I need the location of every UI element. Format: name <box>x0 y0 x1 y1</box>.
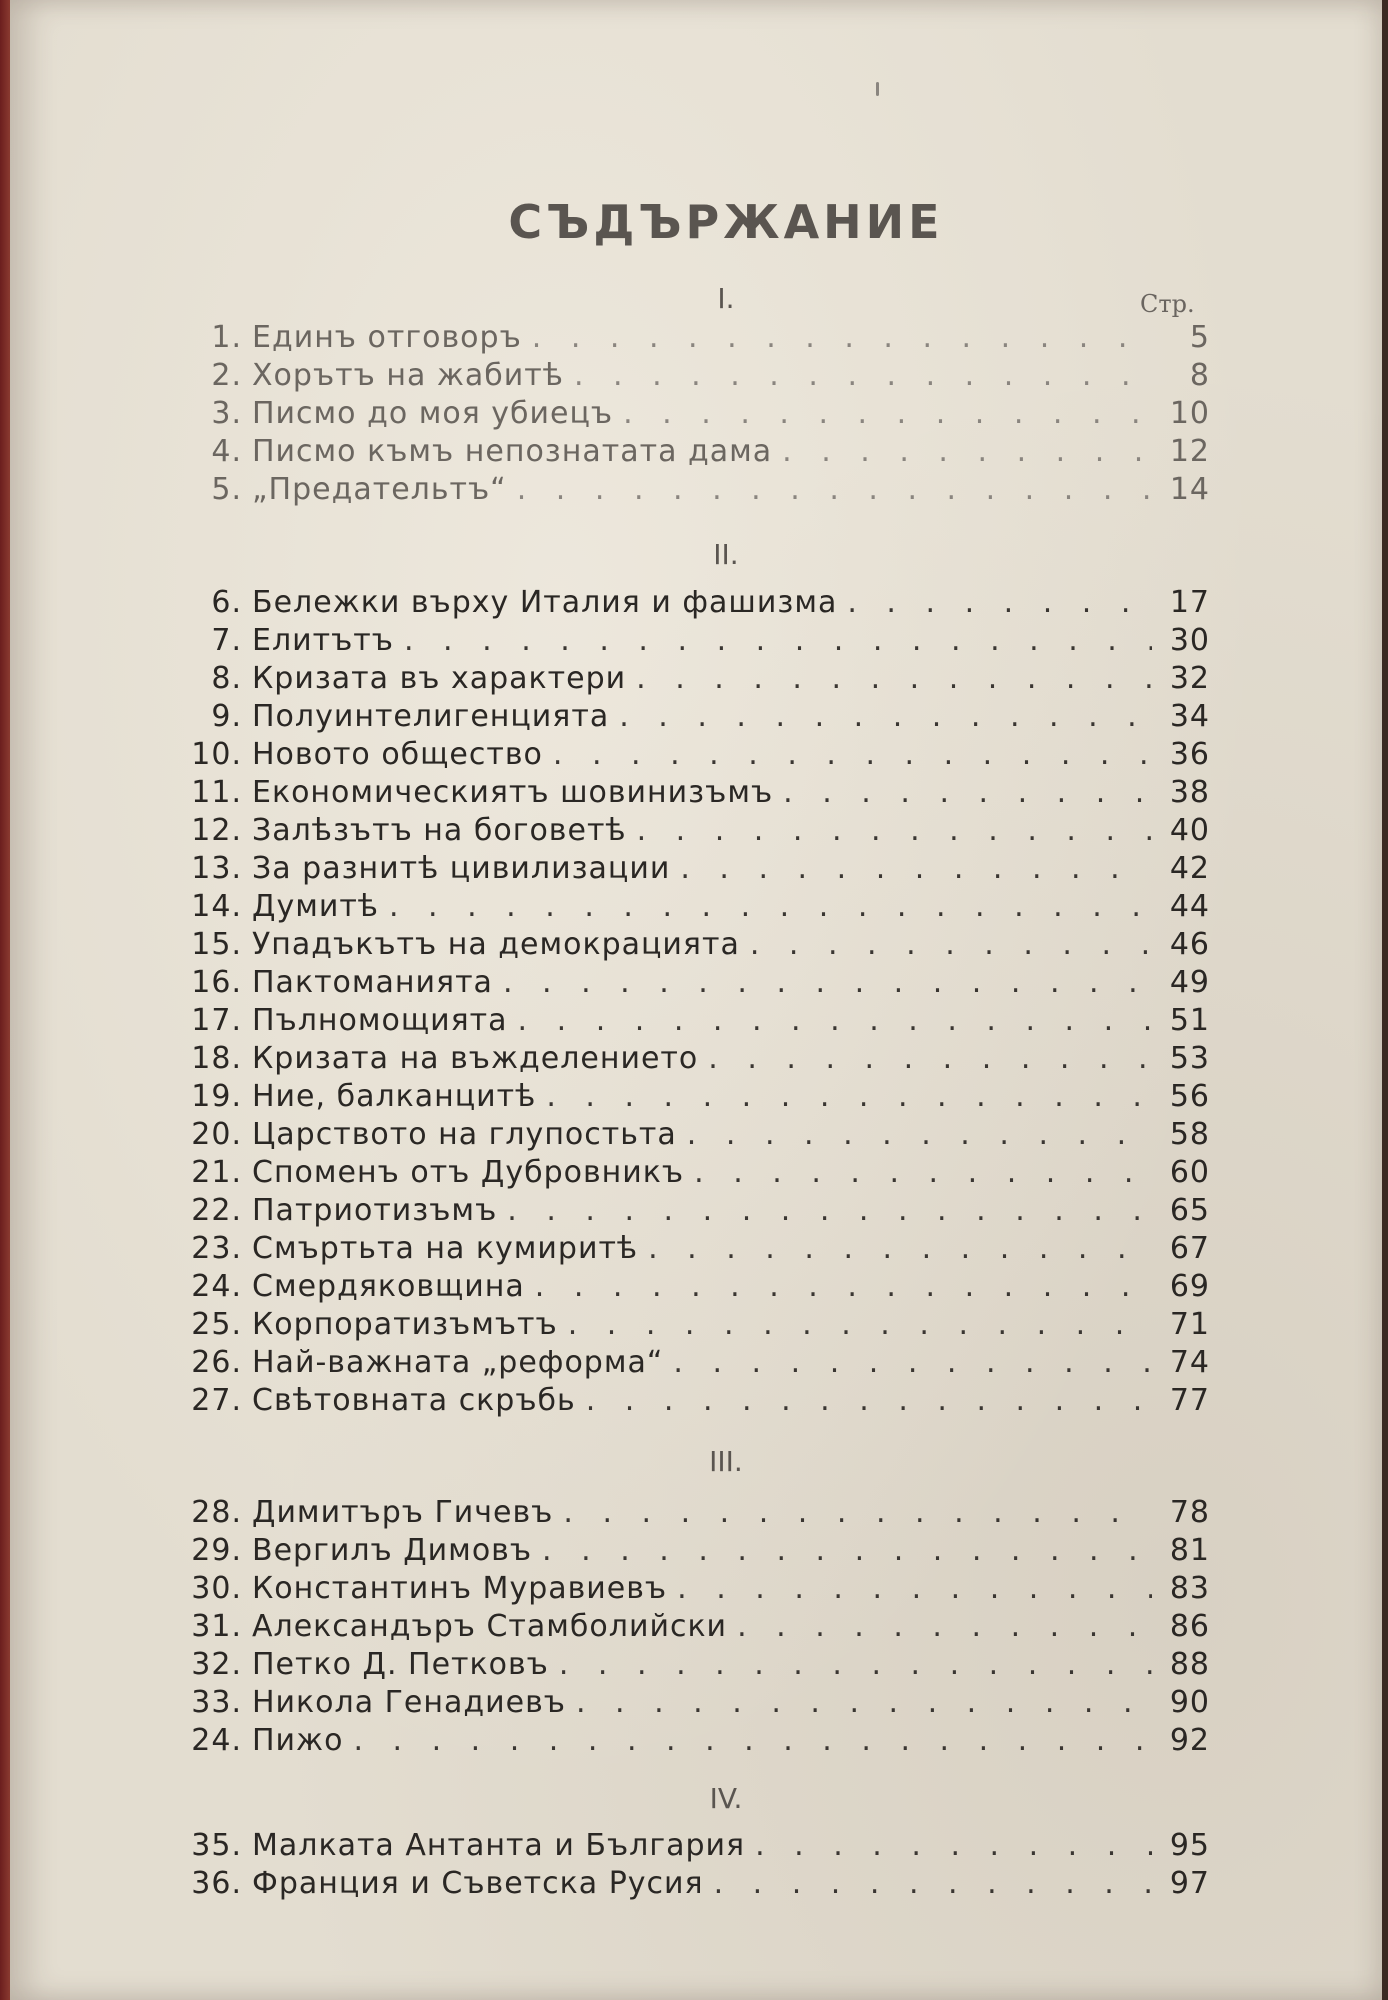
leader-dots <box>535 1269 1152 1304</box>
leader-dots <box>532 320 1152 355</box>
entry-title: Залѣзътъ на боговетѣ <box>252 813 627 848</box>
entry-number: 8. <box>211 661 242 696</box>
entry-title: Споменъ отъ Дубровникъ <box>252 1155 685 1190</box>
entry-number: 24. <box>191 1723 242 1758</box>
entry-title: Никола Генадиевъ <box>252 1685 566 1720</box>
toc-entry <box>170 1079 1210 1117</box>
toc-entry <box>170 472 1210 510</box>
entry-number: 20. <box>191 1117 242 1152</box>
entry-page: 46 <box>1169 927 1210 962</box>
section-heading-2: II. <box>713 538 739 571</box>
entry-page: 34 <box>1169 699 1210 734</box>
entry-page: 90 <box>1169 1685 1210 1720</box>
entry-number: 19. <box>191 1079 242 1114</box>
entry-title: Вергилъ Димовъ <box>252 1533 533 1568</box>
entry-page: 88 <box>1169 1647 1210 1682</box>
entry-page: 65 <box>1169 1193 1210 1228</box>
entry-number: 29. <box>191 1533 242 1568</box>
page-title: СЪДЪРЖАНИЕ <box>508 195 944 249</box>
entry-title: Александъръ Стамболийски <box>252 1609 728 1644</box>
entry-number: 25. <box>191 1307 242 1342</box>
entry-title: Новото общество <box>252 737 543 772</box>
leader-dots <box>677 1571 1152 1606</box>
toc-entry <box>170 585 1210 623</box>
entry-title: Елитътъ <box>252 623 394 658</box>
toc-entry <box>170 1647 1210 1685</box>
entry-number: 30. <box>191 1571 242 1606</box>
toc-entry <box>170 1269 1210 1307</box>
entry-page: 56 <box>1169 1079 1210 1114</box>
leader-dots <box>518 1003 1152 1038</box>
toc-entry <box>170 1193 1210 1231</box>
leader-dots <box>503 965 1152 1000</box>
leader-dots <box>623 396 1152 431</box>
leader-dots <box>568 1307 1152 1342</box>
entry-title: „Предательтъ“ <box>252 472 507 507</box>
entry-page: 81 <box>1169 1533 1210 1568</box>
toc-entry <box>170 737 1210 775</box>
entry-number: 14. <box>191 889 242 924</box>
entry-number: 28. <box>191 1495 242 1530</box>
leader-dots <box>563 1495 1152 1530</box>
entry-number: 22. <box>191 1193 242 1228</box>
leader-dots <box>687 1117 1152 1152</box>
toc-entry <box>170 889 1210 927</box>
entry-number: 27. <box>191 1383 242 1418</box>
toc-entry <box>170 1155 1210 1193</box>
entry-number: 24. <box>191 1269 242 1304</box>
leader-dots <box>353 1723 1152 1758</box>
leader-dots <box>673 1345 1152 1380</box>
entry-number: 17. <box>191 1003 242 1038</box>
entry-title: Пълномощията <box>252 1003 508 1038</box>
toc-entry <box>170 813 1210 851</box>
entry-page: 95 <box>1169 1828 1210 1863</box>
toc-entry <box>170 1117 1210 1155</box>
entry-page: 71 <box>1169 1307 1210 1342</box>
leader-dots <box>847 585 1152 620</box>
toc-entry <box>170 1345 1210 1383</box>
toc-section-4 <box>170 1828 1210 1904</box>
entry-title: Ние, балканцитѣ <box>252 1079 537 1114</box>
leader-dots <box>546 1079 1152 1114</box>
toc-entry <box>170 396 1210 434</box>
entry-number: 18. <box>191 1041 242 1076</box>
entry-title: Кризата на въжделението <box>252 1041 699 1076</box>
leader-dots <box>517 472 1152 507</box>
toc-entry <box>170 661 1210 699</box>
leader-dots <box>553 737 1152 772</box>
entry-title: Петко Д. Петковъ <box>252 1647 549 1682</box>
leader-dots <box>783 775 1152 810</box>
entry-title: Економическиятъ шовинизъмъ <box>252 775 774 810</box>
entry-page: 86 <box>1169 1609 1210 1644</box>
toc-entry <box>170 1571 1210 1609</box>
entry-number: 10. <box>191 737 242 772</box>
leader-dots <box>694 1155 1152 1190</box>
entry-page: 8 <box>1189 358 1210 393</box>
leader-dots <box>637 813 1152 848</box>
entry-page: 49 <box>1169 965 1210 1000</box>
toc-entry <box>170 1003 1210 1041</box>
section-heading-4: IV. <box>709 1782 743 1815</box>
entry-page: 97 <box>1169 1866 1210 1901</box>
entry-page: 51 <box>1169 1003 1210 1038</box>
cover-edge <box>0 0 10 2000</box>
section-heading-3: III. <box>709 1445 743 1478</box>
leader-dots <box>559 1647 1152 1682</box>
entry-number: 11. <box>191 775 242 810</box>
entry-title: Корпоратизъмътъ <box>252 1307 558 1342</box>
entry-title: Писмо до моя убиецъ <box>252 396 614 431</box>
entry-page: 14 <box>1169 472 1210 507</box>
entry-number: 13. <box>191 851 242 886</box>
toc-entry <box>170 1495 1210 1533</box>
entry-title: Кризата въ характери <box>252 661 627 696</box>
entry-page: 69 <box>1169 1269 1210 1304</box>
toc-entry <box>170 775 1210 813</box>
entry-number: 6. <box>211 585 242 620</box>
entry-page: 74 <box>1169 1345 1210 1380</box>
entry-number: 15. <box>191 927 242 962</box>
leader-dots <box>619 699 1152 734</box>
entry-page: 44 <box>1169 889 1210 924</box>
toc-entry <box>170 434 1210 472</box>
entry-title: Полуинтелигенцията <box>252 699 610 734</box>
entry-number: 9. <box>211 699 242 734</box>
toc-entry <box>170 1307 1210 1345</box>
entry-number: 12. <box>191 813 242 848</box>
toc-section-1 <box>170 320 1210 510</box>
leader-dots <box>404 623 1152 658</box>
entry-number: 7. <box>211 623 242 658</box>
entry-title: Най-важната „реформа“ <box>252 1345 664 1380</box>
entry-number: 35. <box>191 1828 242 1863</box>
entry-title: Смъртьта на кумиритѣ <box>252 1231 639 1266</box>
entry-number: 26. <box>191 1345 242 1380</box>
entry-title: Франция и Съветска Русия <box>252 1866 704 1901</box>
entry-title: За разнитѣ цивилизации <box>252 851 671 886</box>
leader-dots <box>507 1193 1152 1228</box>
entry-title: Свѣтовната скръбь <box>252 1383 576 1418</box>
entry-number: 33. <box>191 1685 242 1720</box>
leader-dots <box>714 1866 1152 1901</box>
toc-entry <box>170 1685 1210 1723</box>
leader-dots <box>680 851 1152 886</box>
leader-dots <box>574 358 1152 393</box>
entry-page: 12 <box>1169 434 1210 469</box>
entry-title: Хорътъ на жабитѣ <box>252 358 564 393</box>
entry-page: 92 <box>1169 1723 1210 1758</box>
toc-section-2 <box>170 585 1210 1421</box>
toc-section-3 <box>170 1495 1210 1761</box>
leader-dots <box>389 889 1152 924</box>
entry-number: 36. <box>191 1866 242 1901</box>
entry-number: 23. <box>191 1231 242 1266</box>
toc-entry <box>170 1533 1210 1571</box>
entry-title: Димитъръ Гичевъ <box>252 1495 554 1530</box>
toc-entry <box>170 1866 1210 1904</box>
entry-number: 2. <box>211 358 242 393</box>
leader-dots <box>636 661 1152 696</box>
entry-title: Думитѣ <box>252 889 379 924</box>
toc-entry <box>170 927 1210 965</box>
entry-page: 67 <box>1169 1231 1210 1266</box>
leader-dots <box>586 1383 1152 1418</box>
entry-number: 3. <box>211 396 242 431</box>
entry-page: 77 <box>1169 1383 1210 1418</box>
entry-page: 38 <box>1169 775 1210 810</box>
leader-dots <box>737 1609 1152 1644</box>
entry-title: Патриотизъмъ <box>252 1193 498 1228</box>
entry-number: 1. <box>211 320 242 355</box>
toc-entry <box>170 1609 1210 1647</box>
toc-entry <box>170 1231 1210 1269</box>
entry-title: Единъ отговоръ <box>252 320 522 355</box>
entry-page: 53 <box>1169 1041 1210 1076</box>
toc-entry <box>170 851 1210 889</box>
section-heading-1: I. <box>717 282 735 315</box>
leader-dots <box>576 1685 1152 1720</box>
entry-page: 42 <box>1169 851 1210 886</box>
book-page <box>10 0 1382 2000</box>
entry-number: 32. <box>191 1647 242 1682</box>
leader-dots <box>755 1828 1152 1863</box>
toc-entry <box>170 1723 1210 1761</box>
leader-dots <box>750 927 1152 962</box>
toc-entry <box>170 358 1210 396</box>
toc-entry <box>170 1041 1210 1079</box>
entry-title: Малката Антанта и България <box>252 1828 746 1863</box>
entry-number: 4. <box>211 434 242 469</box>
leader-dots <box>648 1231 1152 1266</box>
toc-entry <box>170 1828 1210 1866</box>
entry-title: Пижо <box>252 1723 344 1758</box>
entry-number: 21. <box>191 1155 242 1190</box>
entry-title: Пактоманията <box>252 965 493 1000</box>
entry-title: Бележки върху Италия и фашизма <box>252 585 838 620</box>
entry-page: 58 <box>1169 1117 1210 1152</box>
entry-page: 5 <box>1189 320 1210 355</box>
entry-title: Царството на глупостьта <box>252 1117 677 1152</box>
entry-page: 30 <box>1169 623 1210 658</box>
leader-dots <box>708 1041 1152 1076</box>
entry-number: 31. <box>191 1609 242 1644</box>
entry-page: 60 <box>1169 1155 1210 1190</box>
entry-title: Смердяковщина <box>252 1269 525 1304</box>
leader-dots <box>542 1533 1152 1568</box>
entry-page: 40 <box>1169 813 1210 848</box>
entry-title: Упадъкътъ на демокрацията <box>252 927 740 962</box>
entry-page: 78 <box>1169 1495 1210 1530</box>
toc-entry <box>170 965 1210 1003</box>
page-column-label: Стр. <box>1140 290 1195 318</box>
entry-number: 5. <box>211 472 242 507</box>
pencil-mark <box>876 82 879 96</box>
entry-page: 10 <box>1169 396 1210 431</box>
entry-title: Константинъ Муравиевъ <box>252 1571 668 1606</box>
entry-title: Писмо къмъ непознатата дама <box>252 434 773 469</box>
toc-entry <box>170 320 1210 358</box>
entry-page: 83 <box>1169 1571 1210 1606</box>
entry-page: 32 <box>1169 661 1210 696</box>
toc-entry <box>170 699 1210 737</box>
toc-entry <box>170 1383 1210 1421</box>
entry-page: 36 <box>1169 737 1210 772</box>
entry-page: 17 <box>1169 585 1210 620</box>
entry-number: 16. <box>191 965 242 1000</box>
toc-entry <box>170 623 1210 661</box>
leader-dots <box>782 434 1152 469</box>
